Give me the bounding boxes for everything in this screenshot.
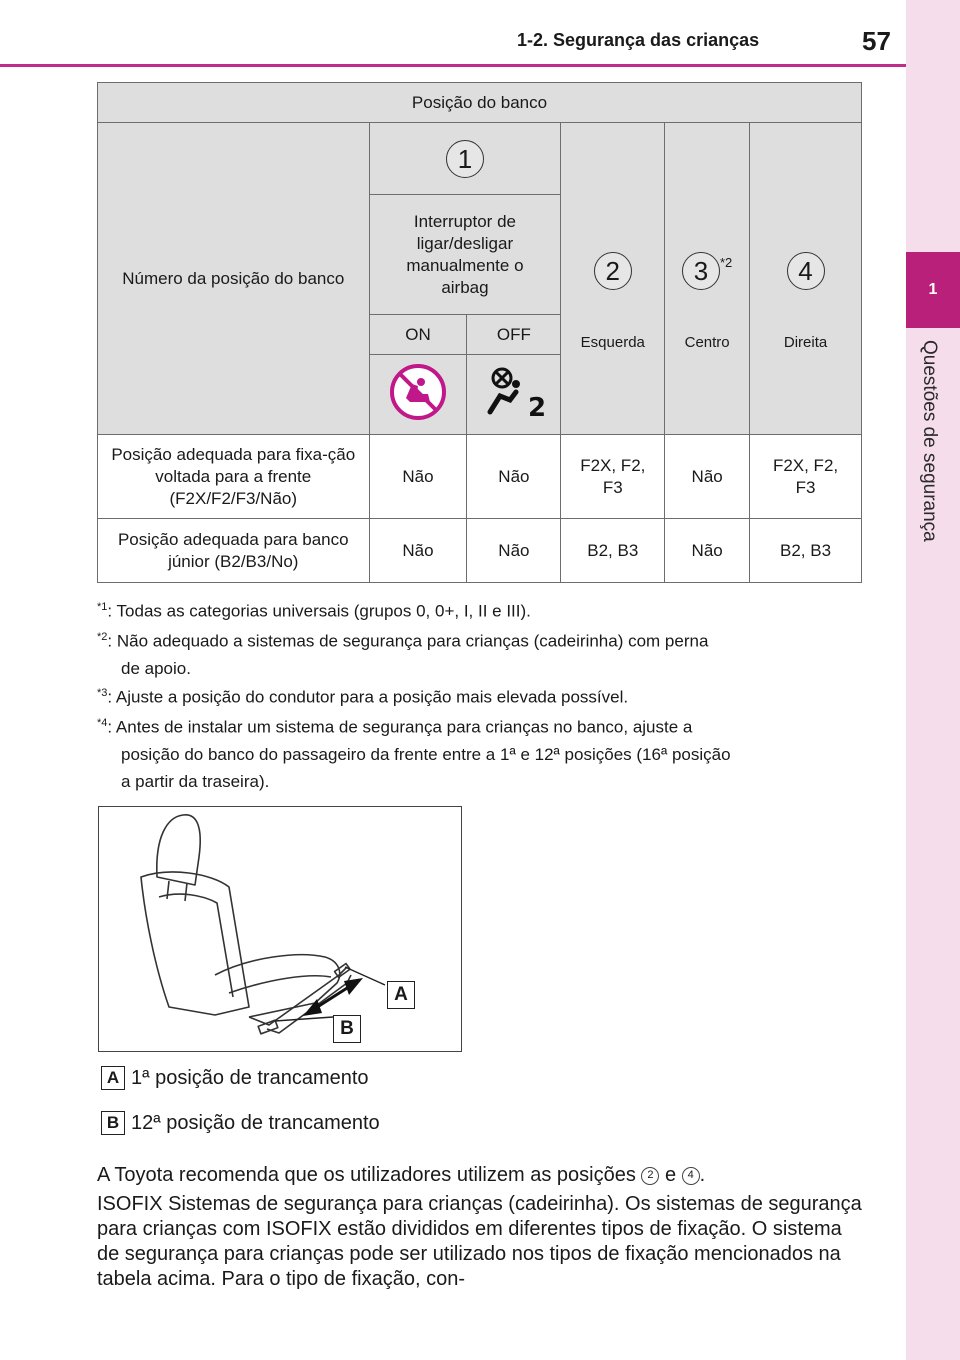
position-4-number: 4 [787, 252, 825, 290]
legend-item-b [101, 1111, 380, 1135]
airbag-off-indicator-cell [369, 355, 467, 435]
footnote-text: : Antes de instalar um sistema de segurança para crianças no banco, ajuste a [107, 717, 693, 737]
row-label-text: Número da posição do banco [122, 268, 345, 288]
table-cell-text: F2X, F2, F3 [772, 455, 839, 497]
table-cell: Não [369, 435, 467, 519]
page-number: 57 [862, 26, 891, 56]
table-cell: Não [369, 519, 467, 583]
header-rule [0, 64, 906, 67]
airbag-on-passenger-icon [482, 364, 546, 420]
chapter-tab: 1 [906, 252, 960, 328]
footnote-text: : Não adequado a sistemas de segurança para crianças (cadeirinha) com perna [107, 631, 709, 651]
table-cell [750, 435, 862, 519]
table-cell: B2, B3 [750, 519, 862, 583]
footnote-1 [97, 594, 867, 625]
footnote-mark: *1 [97, 601, 108, 613]
position-1-number: 1 [446, 140, 484, 178]
footnote-text: : Todas as categorias universais (grupos 0, 0+, I, II e III). [107, 601, 531, 621]
table-cell: Não [665, 519, 750, 583]
table-cell: Não [665, 435, 750, 519]
figure-tag-a: A [387, 981, 415, 1009]
footnote-2 [97, 624, 867, 682]
position-2-number: 2 [594, 252, 632, 290]
position-1-cell [369, 123, 561, 195]
legend-tag: B [101, 1111, 125, 1135]
position-3-number: 3 [682, 252, 720, 290]
section-title: 1-2. Segurança das crianças [517, 30, 760, 50]
child-seat-airbag-prohibited-icon [390, 364, 446, 420]
side-tab-strip [906, 0, 960, 1360]
isofix-paragraph: ISOFIX Sistemas de segurança para crianças (cadeirinha). Os sistemas de segurança para crianças com ISOFIX estão divididos em diferentes tipos de fixação. O sistema de segurança para crianças pode ser utilizado nos tipos de fixação mencionados na tabela acima. Para o tipo de fixação, con- [97, 1193, 862, 1290]
position-ref-4: 4 [682, 1167, 700, 1185]
position-3-cell [665, 123, 750, 435]
row-label-position-number [98, 123, 370, 435]
position-ref-2: 2 [641, 1167, 659, 1185]
paragraph-text: e [664, 1164, 677, 1186]
seat-position-table [97, 82, 862, 583]
table-cell: B2, B3 [561, 519, 665, 583]
position-4-cell [750, 123, 862, 435]
position-3-note: *2 [720, 254, 733, 270]
table-cell [561, 435, 665, 519]
paragraph-text: A Toyota recomenda que os utilizadores utilizem as posições [97, 1164, 636, 1186]
position-2-cell [561, 123, 665, 435]
svg-text:2: 2 [527, 392, 546, 420]
footnote-mark: *2 [97, 631, 108, 643]
footnote-mark: *4 [97, 717, 108, 729]
table-header: Posição do banco [98, 83, 862, 123]
airbag-switch-cell [369, 195, 561, 315]
legend-text: 1ª posição de trancamento [131, 1066, 369, 1089]
forward-facing-label: Posição adequada para fixa-ção voltada para a frente (F2X/F2/F3/Não) [111, 444, 356, 508]
position-3-label: Centro [684, 333, 730, 351]
footnote-continuation: de apoio. [121, 658, 191, 678]
footnote-mark: *3 [97, 687, 108, 699]
figure-tag-b: B [333, 1015, 361, 1043]
footnote-continuation: posição do banco do passageiro da frente entre a 1ª e 12ª posições (16ª posição [121, 744, 731, 764]
recommendation-paragraph [97, 1163, 867, 1188]
legend-tag: A [101, 1066, 125, 1090]
junior-seat-label: Posição adequada para banco júnior (B2/B3/No) [117, 529, 349, 571]
off-cell: OFF [467, 315, 561, 355]
airbag-on-indicator-cell [467, 355, 561, 435]
on-cell: ON [369, 315, 467, 355]
position-4-label: Direita [783, 333, 828, 351]
footnote-3 [97, 680, 867, 711]
table-cell: Não [467, 435, 561, 519]
paragraph-text: . [699, 1164, 706, 1186]
position-2-label: Esquerda [580, 333, 645, 351]
junior-seat-label-cell [98, 519, 370, 583]
footnote-4 [97, 710, 867, 795]
seat-adjustment-figure [98, 806, 462, 1052]
forward-facing-label-cell [98, 435, 370, 519]
legend-item-a [101, 1066, 369, 1090]
chapter-label: Questões de segurança [919, 340, 940, 542]
table-cell-text: F2X, F2, F3 [580, 455, 646, 497]
footnote-continuation: a partir da traseira). [121, 771, 270, 791]
airbag-switch-label: Interruptor de ligar/desligar manualmente o airbag [406, 211, 524, 297]
table-cell: Não [467, 519, 561, 583]
footnote-text: : Ajuste a posição do condutor para a posição mais elevada possível. [107, 687, 629, 707]
seat-illustration [99, 807, 461, 1051]
legend-text: 12ª posição de trancamento [131, 1111, 380, 1134]
